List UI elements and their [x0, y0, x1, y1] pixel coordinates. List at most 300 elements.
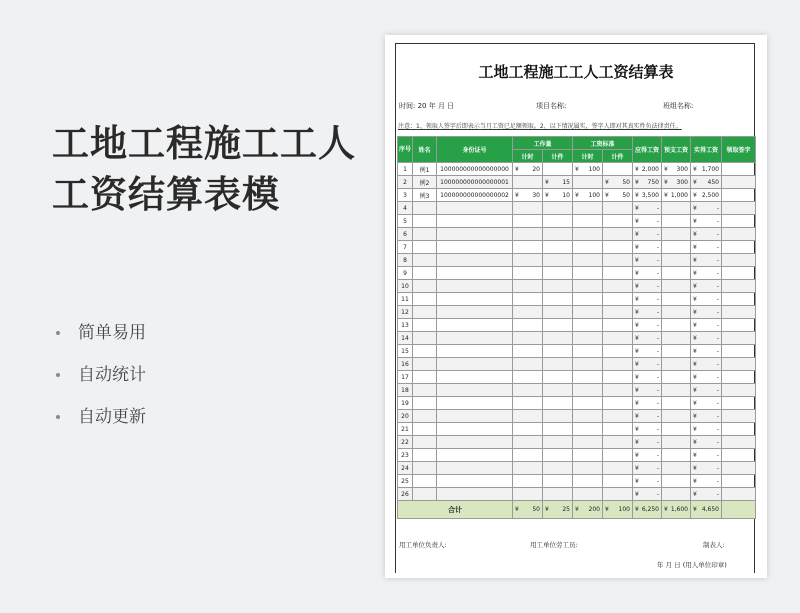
row-std-time: [573, 462, 603, 475]
row-id: [437, 293, 513, 306]
row-sign: [722, 358, 756, 371]
row-id: [437, 410, 513, 423]
row-advance: [662, 397, 691, 410]
header-std-time: 计时: [573, 150, 603, 163]
row-wl-piece: [543, 306, 573, 319]
row-sign: [722, 345, 756, 358]
row-std-time: [573, 319, 603, 332]
row-wl-piece: [543, 436, 573, 449]
row-id: [437, 397, 513, 410]
row-advance: [662, 475, 691, 488]
row-std-piece: [603, 280, 633, 293]
row-std-time: [573, 267, 603, 280]
row-wl-time: [513, 332, 543, 345]
row-sign: [722, 215, 756, 228]
feature-item: 简单易用: [56, 312, 146, 354]
table-row: [398, 189, 756, 202]
table-row: [398, 371, 756, 384]
row-std-piece: ¥ 50: [603, 176, 633, 189]
row-advance: [662, 306, 691, 319]
row-seq: 4: [398, 202, 413, 215]
row-std-piece: [603, 202, 633, 215]
row-wl-time: [513, 410, 543, 423]
row-actual: ¥ -: [691, 332, 722, 345]
row-advance: [662, 228, 691, 241]
row-actual: ¥ -: [691, 371, 722, 384]
row-wl-time: [513, 254, 543, 267]
total-std-piece: ¥ 100: [603, 501, 633, 519]
feature-list: [56, 312, 146, 438]
header-wl-piece: 计件: [543, 150, 573, 163]
row-actual: ¥ -: [691, 254, 722, 267]
row-actual: ¥ -: [691, 319, 722, 332]
notice-text: 注意：1、领取人签字后即表示当月工资已足额领取。2、以下情况属实，签字人即对其真实性负法律责任。: [398, 123, 682, 130]
row-wl-time: [513, 384, 543, 397]
row-actual: ¥ -: [691, 410, 722, 423]
row-advance: [662, 280, 691, 293]
row-due: ¥ 750: [633, 176, 662, 189]
row-seq: 23: [398, 449, 413, 462]
row-wl-piece: [543, 280, 573, 293]
row-name: [413, 462, 437, 475]
row-wl-piece: [543, 449, 573, 462]
total-wl-piece: ¥ 25: [543, 501, 573, 519]
row-std-time: [573, 436, 603, 449]
row-advance: [662, 215, 691, 228]
row-actual: ¥ -: [691, 397, 722, 410]
row-std-time: [573, 345, 603, 358]
row-wl-piece: [543, 371, 573, 384]
row-sign: [722, 241, 756, 254]
row-actual: ¥ -: [691, 306, 722, 319]
row-seq: 7: [398, 241, 413, 254]
project-label: 项目名称:: [536, 102, 567, 110]
row-std-time: [573, 384, 603, 397]
row-advance: ¥ 300: [662, 176, 691, 189]
row-wl-time: [513, 241, 543, 254]
row-advance: [662, 384, 691, 397]
total-actual: ¥ 4,650: [691, 501, 722, 519]
row-seq: 26: [398, 488, 413, 501]
row-advance: [662, 267, 691, 280]
row-name: [413, 202, 437, 215]
team-label: 班组名称:: [663, 102, 694, 110]
row-wl-time: [513, 306, 543, 319]
table-row: [398, 423, 756, 436]
row-std-time: [573, 371, 603, 384]
row-std-time: [573, 423, 603, 436]
row-sign: [722, 267, 756, 280]
row-due: ¥ -: [633, 462, 662, 475]
total-std-time: ¥ 200: [573, 501, 603, 519]
row-due: ¥ -: [633, 436, 662, 449]
row-wl-piece: [543, 462, 573, 475]
row-seq: 1: [398, 163, 413, 176]
row-due: ¥ -: [633, 332, 662, 345]
table-row: [398, 397, 756, 410]
row-name: [413, 488, 437, 501]
total-wl-time: ¥ 50: [513, 501, 543, 519]
row-std-time: [573, 293, 603, 306]
row-std-time: [573, 475, 603, 488]
row-name: [413, 228, 437, 241]
row-sign: [722, 410, 756, 423]
header-id: 身份证号: [437, 137, 513, 163]
row-name: [413, 280, 437, 293]
row-id: 100000000000000002: [437, 189, 513, 202]
row-seq: 10: [398, 280, 413, 293]
row-actual: ¥ -: [691, 215, 722, 228]
row-std-piece: [603, 332, 633, 345]
row-actual: ¥ -: [691, 280, 722, 293]
row-wl-time: [513, 176, 543, 189]
row-std-time: [573, 202, 603, 215]
row-actual: ¥ -: [691, 358, 722, 371]
row-std-piece: [603, 215, 633, 228]
row-id: [437, 371, 513, 384]
row-sign: [722, 163, 756, 176]
wage-table: [397, 136, 756, 519]
row-name: [413, 254, 437, 267]
row-seq: 13: [398, 319, 413, 332]
row-id: [437, 306, 513, 319]
row-seq: 11: [398, 293, 413, 306]
row-actual: ¥ -: [691, 384, 722, 397]
row-std-time: [573, 280, 603, 293]
time-label: 时间: 20 年 月 日: [399, 102, 455, 110]
row-std-time: [573, 254, 603, 267]
row-name: 例3: [413, 189, 437, 202]
footer-labor: 用工单位劳工员:: [530, 541, 578, 549]
row-wl-time: [513, 371, 543, 384]
row-sign: [722, 423, 756, 436]
table-row: [398, 462, 756, 475]
row-std-piece: [603, 254, 633, 267]
row-seq: 18: [398, 384, 413, 397]
row-wl-time: ¥ 30: [513, 189, 543, 202]
row-due: ¥ -: [633, 384, 662, 397]
row-name: [413, 384, 437, 397]
header-advance: 预支工资: [662, 137, 691, 163]
row-std-piece: [603, 423, 633, 436]
feature-item: 自动统计: [56, 354, 146, 396]
row-actual: ¥ -: [691, 345, 722, 358]
row-std-time: [573, 176, 603, 189]
row-seq: 9: [398, 267, 413, 280]
row-sign: [722, 397, 756, 410]
row-actual: ¥ 450: [691, 176, 722, 189]
row-wl-time: [513, 475, 543, 488]
row-wl-time: [513, 397, 543, 410]
row-seq: 19: [398, 397, 413, 410]
row-seq: 3: [398, 189, 413, 202]
row-seq: 21: [398, 423, 413, 436]
table-row: [398, 241, 756, 254]
row-std-piece: [603, 306, 633, 319]
row-due: ¥ -: [633, 371, 662, 384]
table-row: [398, 475, 756, 488]
row-std-piece: [603, 228, 633, 241]
row-actual: ¥ -: [691, 267, 722, 280]
row-std-piece: [603, 410, 633, 423]
table-row: [398, 384, 756, 397]
total-sign: [722, 501, 756, 519]
row-std-piece: ¥ 50: [603, 189, 633, 202]
row-name: [413, 371, 437, 384]
row-due: ¥ -: [633, 293, 662, 306]
row-due: ¥ -: [633, 267, 662, 280]
row-wl-time: [513, 280, 543, 293]
row-wl-time: [513, 293, 543, 306]
table-row: [398, 202, 756, 215]
row-std-time: ¥ 100: [573, 163, 603, 176]
row-wl-piece: [543, 267, 573, 280]
header-due: 应得工资: [633, 137, 662, 163]
row-id: 100000000000000000: [437, 163, 513, 176]
row-sign: [722, 449, 756, 462]
table-row: [398, 436, 756, 449]
row-name: [413, 436, 437, 449]
promo-title: 工地工程施工工人工资结算表模: [52, 122, 356, 216]
row-id: [437, 345, 513, 358]
row-actual: ¥ 2,500: [691, 189, 722, 202]
row-wl-piece: [543, 319, 573, 332]
row-sign: [722, 462, 756, 475]
row-wl-time: [513, 215, 543, 228]
row-actual: ¥ -: [691, 436, 722, 449]
table-row: [398, 319, 756, 332]
row-wl-piece: [543, 410, 573, 423]
table-row: [398, 306, 756, 319]
row-due: ¥ -: [633, 215, 662, 228]
row-wl-piece: [543, 293, 573, 306]
table-row: [398, 332, 756, 345]
table-row: [398, 488, 756, 501]
row-sign: [722, 306, 756, 319]
row-wl-time: [513, 436, 543, 449]
row-name: [413, 293, 437, 306]
table-row: [398, 293, 756, 306]
row-name: [413, 267, 437, 280]
row-std-time: [573, 228, 603, 241]
footer-maker: 制表人:: [703, 541, 725, 549]
row-wl-time: [513, 449, 543, 462]
total-due: ¥ 6,250: [633, 501, 662, 519]
row-advance: ¥ 1,000: [662, 189, 691, 202]
row-advance: [662, 202, 691, 215]
footer-date: 年 月 日 (用人单位印章): [657, 561, 727, 569]
row-id: [437, 241, 513, 254]
row-id: [437, 332, 513, 345]
row-name: [413, 332, 437, 345]
table-row: [398, 449, 756, 462]
row-advance: [662, 423, 691, 436]
row-name: [413, 241, 437, 254]
row-advance: [662, 436, 691, 449]
row-advance: [662, 332, 691, 345]
row-wl-piece: [543, 202, 573, 215]
row-std-time: [573, 241, 603, 254]
row-sign: [722, 280, 756, 293]
table-row: [398, 163, 756, 176]
row-wl-time: [513, 488, 543, 501]
row-std-time: [573, 332, 603, 345]
table-row: [398, 215, 756, 228]
row-wl-piece: [543, 397, 573, 410]
row-std-piece: [603, 436, 633, 449]
row-id: [437, 215, 513, 228]
document-title: 工地工程施工工人工资结算表: [478, 63, 674, 81]
row-std-time: ¥ 100: [573, 189, 603, 202]
row-std-piece: [603, 345, 633, 358]
row-actual: ¥ -: [691, 241, 722, 254]
row-actual: ¥ -: [691, 423, 722, 436]
row-seq: 16: [398, 358, 413, 371]
row-wl-time: [513, 319, 543, 332]
row-sign: [722, 332, 756, 345]
row-wl-time: [513, 267, 543, 280]
row-advance: [662, 345, 691, 358]
row-sign: [722, 488, 756, 501]
row-sign: [722, 319, 756, 332]
row-advance: [662, 410, 691, 423]
row-actual: ¥ -: [691, 488, 722, 501]
bullet-icon: [56, 373, 60, 377]
table-row: [398, 254, 756, 267]
header-seq: 序号: [398, 137, 413, 163]
row-actual: ¥ -: [691, 202, 722, 215]
row-wl-piece: [543, 384, 573, 397]
header-name: 姓名: [413, 137, 437, 163]
feature-item: 自动更新: [56, 396, 146, 438]
total-label: 合计: [398, 501, 513, 519]
row-actual: ¥ -: [691, 449, 722, 462]
table-row: [398, 176, 756, 189]
header-workload: 工作量: [513, 137, 573, 150]
row-name: 例2: [413, 176, 437, 189]
row-advance: [662, 293, 691, 306]
table-row: [398, 358, 756, 371]
row-name: [413, 423, 437, 436]
row-actual: ¥ -: [691, 475, 722, 488]
header-wage-std: 工资标准: [573, 137, 633, 150]
row-due: ¥ 3,500: [633, 189, 662, 202]
row-due: ¥ -: [633, 319, 662, 332]
row-actual: ¥ -: [691, 228, 722, 241]
row-seq: 14: [398, 332, 413, 345]
row-seq: 12: [398, 306, 413, 319]
row-id: [437, 423, 513, 436]
footer-manager: 用工单位负责人:: [399, 541, 447, 549]
row-wl-time: ¥ 20: [513, 163, 543, 176]
row-name: 例1: [413, 163, 437, 176]
row-due: ¥ -: [633, 228, 662, 241]
row-seq: 6: [398, 228, 413, 241]
row-id: [437, 280, 513, 293]
row-advance: [662, 358, 691, 371]
row-std-piece: [603, 371, 633, 384]
row-std-piece: [603, 384, 633, 397]
row-std-piece: [603, 163, 633, 176]
row-seq: 24: [398, 462, 413, 475]
row-id: [437, 462, 513, 475]
row-wl-time: [513, 423, 543, 436]
row-due: ¥ -: [633, 410, 662, 423]
row-name: [413, 410, 437, 423]
row-std-piece: [603, 241, 633, 254]
row-seq: 2: [398, 176, 413, 189]
row-due: ¥ -: [633, 449, 662, 462]
row-wl-piece: ¥ 10: [543, 189, 573, 202]
row-sign: [722, 384, 756, 397]
document-preview: [385, 35, 767, 578]
row-due: ¥ -: [633, 345, 662, 358]
row-advance: ¥ 300: [662, 163, 691, 176]
row-due: ¥ -: [633, 241, 662, 254]
row-std-piece: [603, 358, 633, 371]
row-std-piece: [603, 488, 633, 501]
row-actual: ¥ 1,700: [691, 163, 722, 176]
row-name: [413, 306, 437, 319]
row-wl-piece: [543, 241, 573, 254]
row-id: [437, 384, 513, 397]
row-std-time: [573, 215, 603, 228]
row-id: [437, 254, 513, 267]
header-std-piece: 计件: [603, 150, 633, 163]
row-due: ¥ -: [633, 202, 662, 215]
row-seq: 22: [398, 436, 413, 449]
row-sign: [722, 189, 756, 202]
row-wl-piece: [543, 475, 573, 488]
row-std-piece: [603, 475, 633, 488]
table-row: [398, 280, 756, 293]
row-wl-time: [513, 202, 543, 215]
row-actual: ¥ -: [691, 293, 722, 306]
row-std-time: [573, 449, 603, 462]
row-id: [437, 436, 513, 449]
row-seq: 25: [398, 475, 413, 488]
row-std-time: [573, 397, 603, 410]
row-id: 100000000000000001: [437, 176, 513, 189]
row-due: ¥ -: [633, 254, 662, 267]
row-seq: 15: [398, 345, 413, 358]
row-due: ¥ -: [633, 358, 662, 371]
row-name: [413, 397, 437, 410]
row-due: ¥ 2,000: [633, 163, 662, 176]
row-due: ¥ -: [633, 488, 662, 501]
row-seq: 5: [398, 215, 413, 228]
row-name: [413, 345, 437, 358]
row-id: [437, 358, 513, 371]
row-std-time: [573, 358, 603, 371]
row-id: [437, 449, 513, 462]
row-sign: [722, 254, 756, 267]
row-advance: [662, 241, 691, 254]
row-name: [413, 358, 437, 371]
row-wl-piece: [543, 358, 573, 371]
row-id: [437, 228, 513, 241]
row-std-time: [573, 410, 603, 423]
row-std-time: [573, 306, 603, 319]
row-sign: [722, 371, 756, 384]
row-wl-time: [513, 228, 543, 241]
row-std-piece: [603, 397, 633, 410]
row-due: ¥ -: [633, 423, 662, 436]
row-wl-piece: [543, 332, 573, 345]
header-actual: 实得工资: [691, 137, 722, 163]
table-row: [398, 267, 756, 280]
row-sign: [722, 436, 756, 449]
